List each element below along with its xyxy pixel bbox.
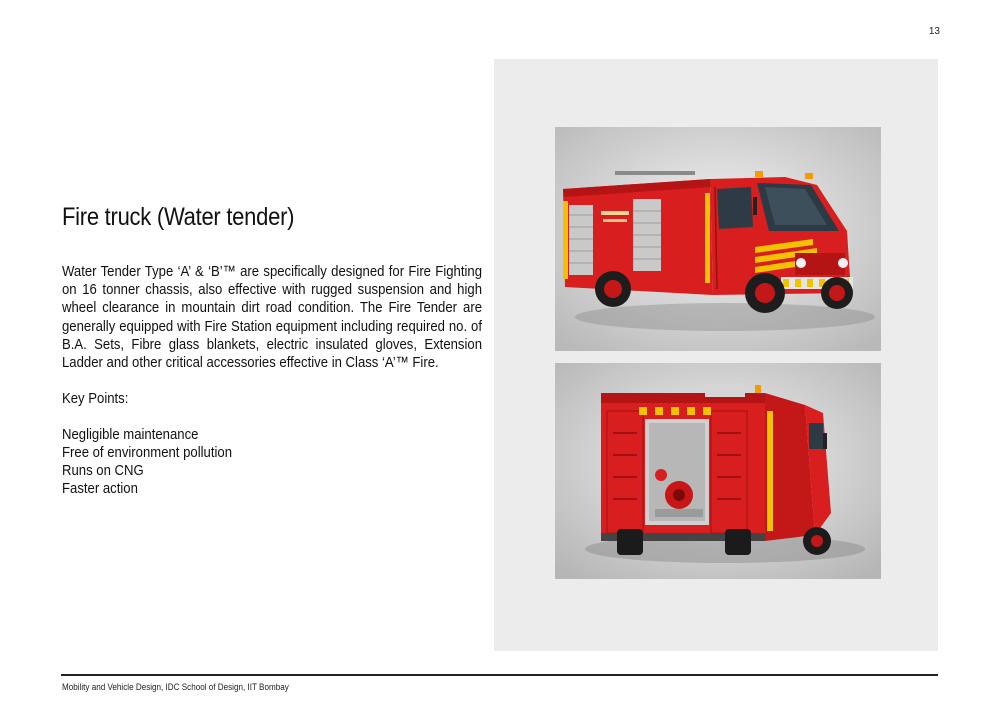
key-point-item: Faster action [62, 480, 138, 497]
footer-credit: Mobility and Vehicle Design, IDC School of Design, IIT Bombay [62, 682, 289, 692]
page-title: Fire truck (Water tender) [62, 203, 295, 231]
key-points-heading: Key Points: [62, 390, 129, 407]
key-point-item: Runs on CNG [62, 462, 144, 479]
page-number: 13 [928, 26, 940, 37]
fire-truck-front-photo [555, 127, 881, 351]
footer-divider [61, 674, 938, 676]
fire-truck-rear-photo [555, 363, 881, 579]
key-point-item: Free of environment pollution [62, 444, 232, 461]
description-paragraph: Water Tender Type ‘A’ & ‘B’™ are specifically designed for Fire Fighting on 16 tonner chassis, also effective with rugged suspension and high wheel clearance in mountain dirt road condition. The Fire Tender are generally equipped with Fire Station equipment including required no. of B.A. Sets, Fibre glass blankets, electric insulated gloves, Extension Ladder and other critical accessories effective in Class ‘A’™ Fire. [62, 263, 482, 372]
key-point-item: Negligible maintenance [62, 426, 199, 443]
key-points-list [62, 426, 232, 498]
